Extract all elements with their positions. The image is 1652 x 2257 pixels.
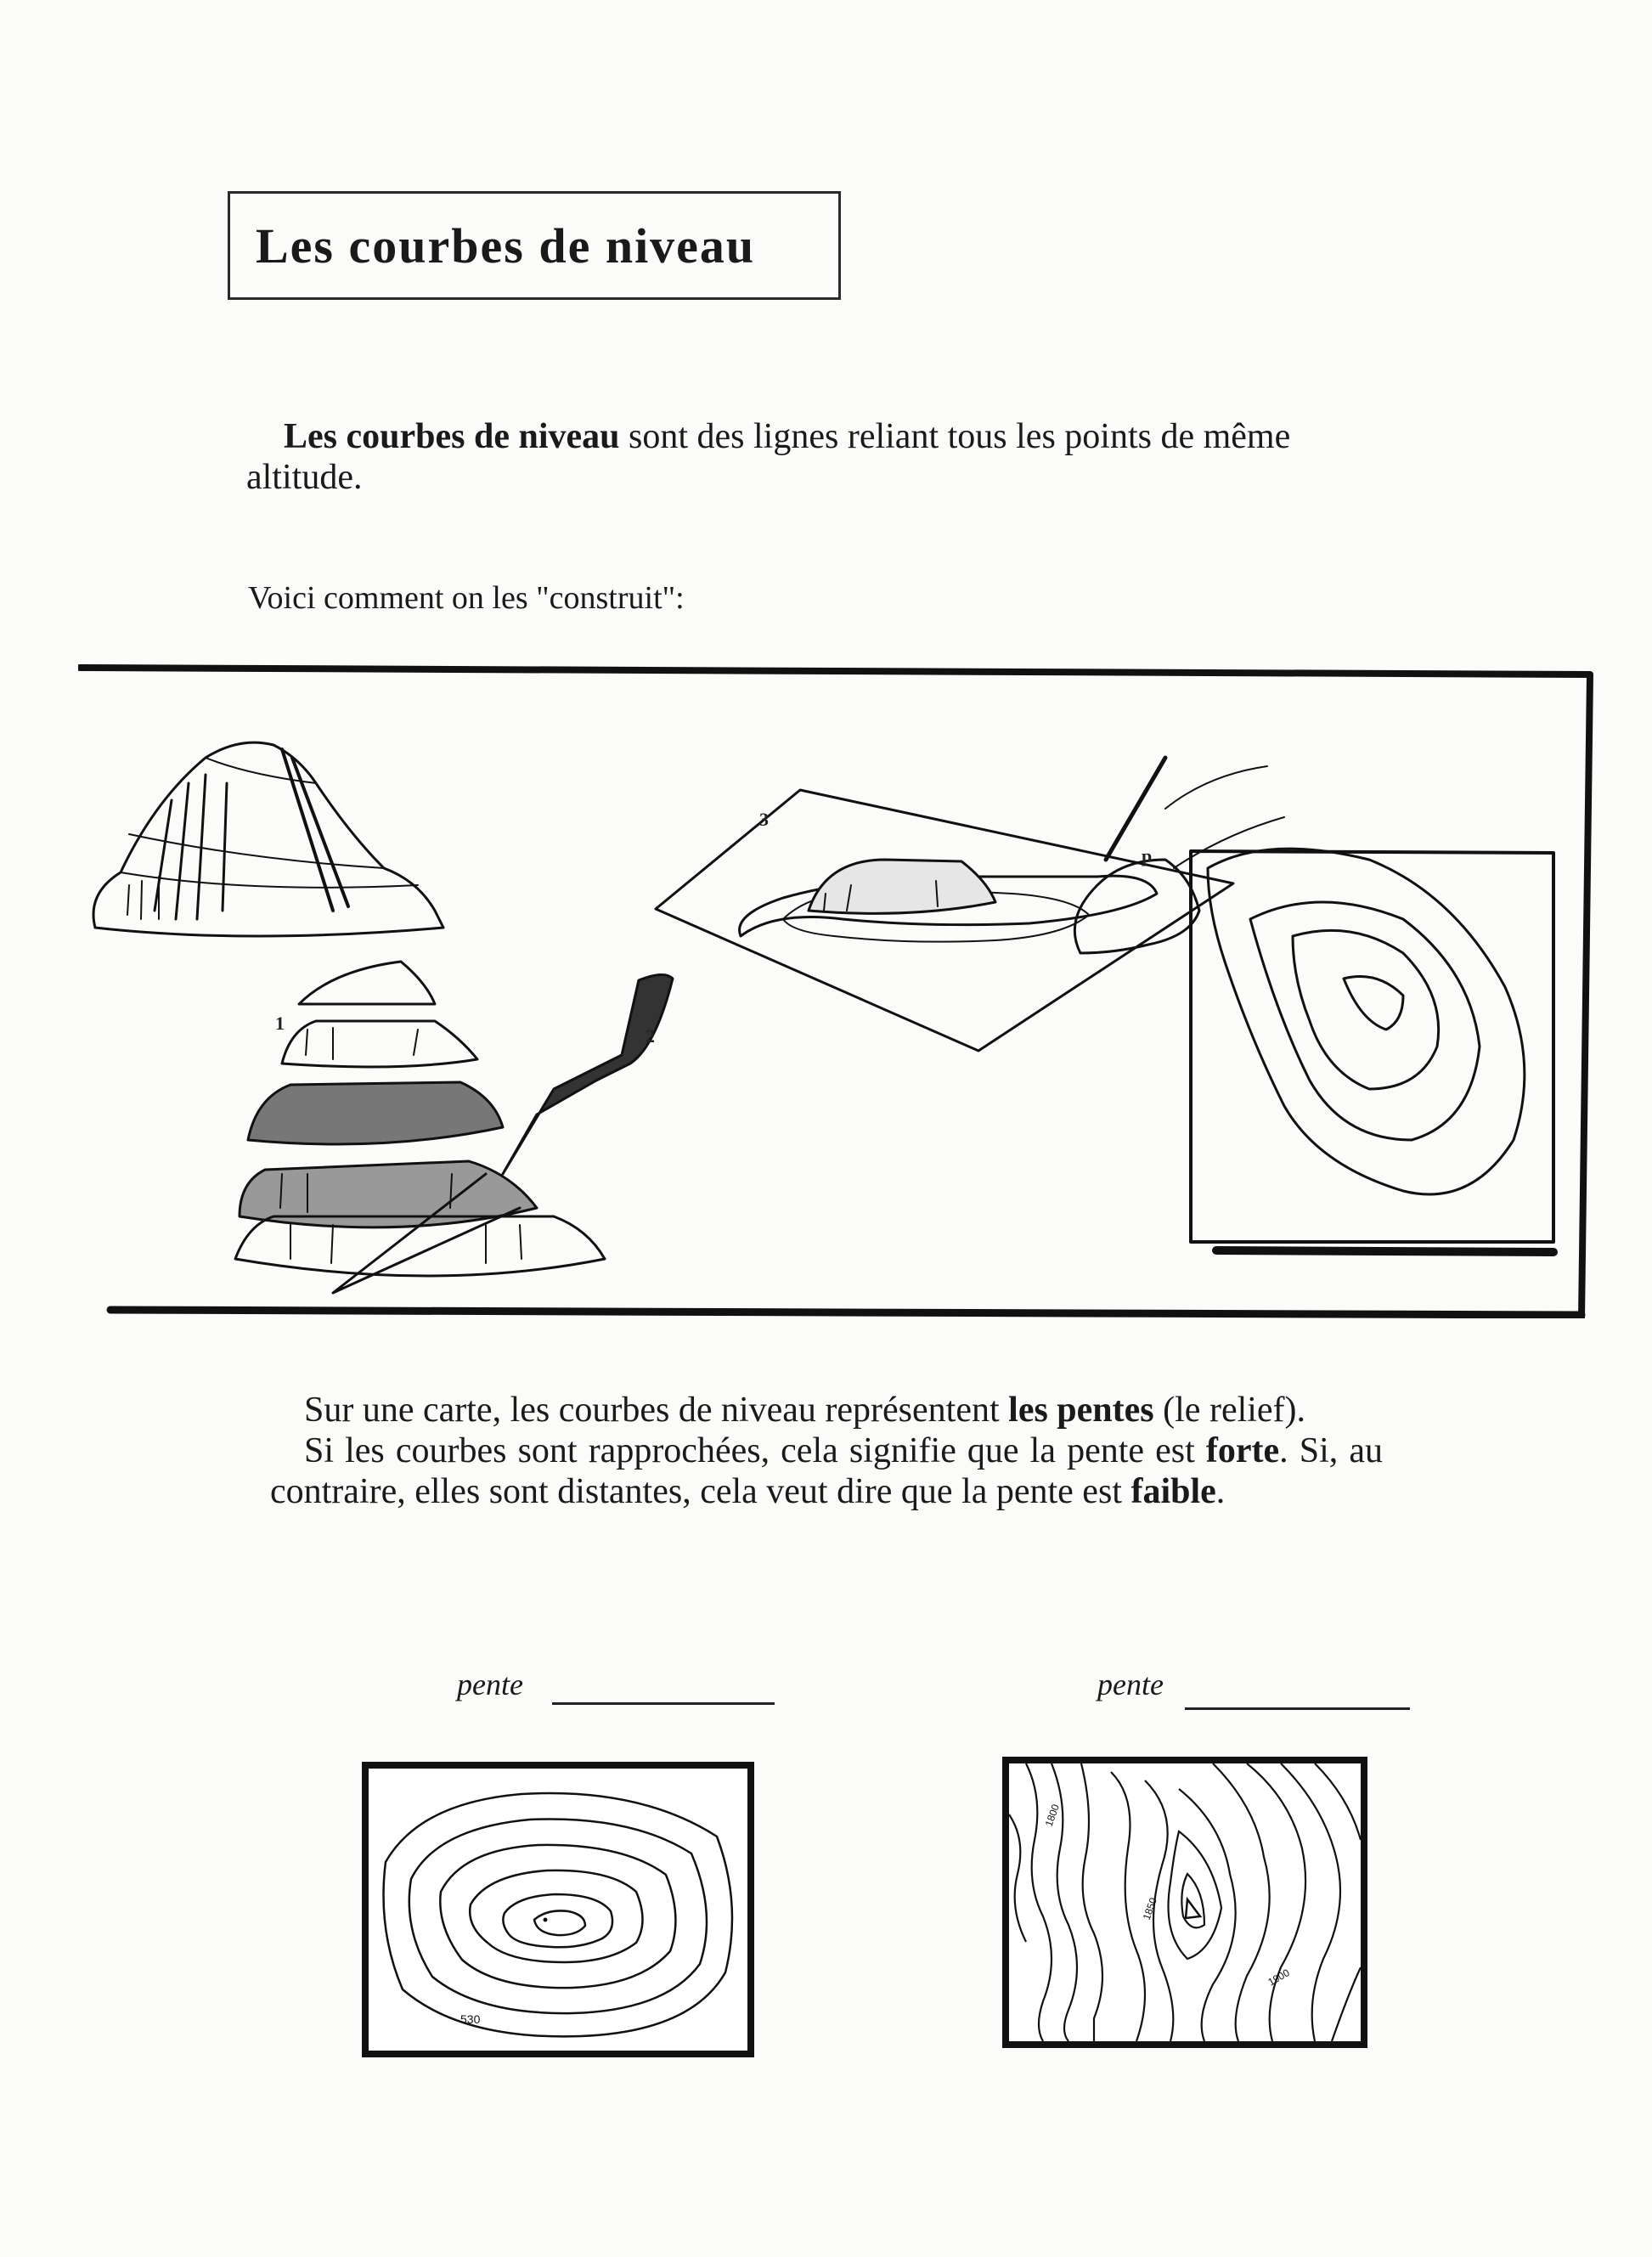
right-map-altitude-1: 1800: [1042, 1803, 1062, 1829]
explanation-text: [270, 1390, 1383, 1512]
gentle-slope-map: [362, 1762, 754, 2057]
paragraph-relief: Sur une carte, les courbes de niveau représentent les pentes (le relief).: [304, 1391, 1306, 1430]
title-box: [228, 191, 841, 300]
right-map-altitude-2: 1850: [1140, 1896, 1159, 1922]
definition-text: sont des lignes reliant tous les points de même altitude.: [246, 417, 1291, 497]
right-pente-label: pente: [1097, 1667, 1164, 1701]
figure-label-2: 2: [646, 1025, 655, 1047]
figure-label-1: 1: [275, 1013, 285, 1034]
howto-caption: Voici comment on les "construit":: [248, 580, 685, 616]
left-pente-label: pente: [457, 1667, 523, 1701]
right-map-altitude-3: 1900: [1266, 1966, 1292, 1989]
mountain-1: [93, 742, 443, 936]
mountain-2: [235, 962, 673, 1293]
left-map-altitude: 530: [460, 2012, 481, 2026]
figure-label-3: 3: [759, 809, 769, 830]
construction-illustration: [78, 664, 1595, 1318]
definition-term: Les courbes de niveau: [284, 417, 620, 456]
definition-paragraph: [246, 416, 1401, 498]
paragraph-slope: Si les courbes sont rapprochées, cela signifie que la pente est forte. Si, au contraire, elles sont distantes, cela veut dire que la pente est faible.: [270, 1431, 1383, 1511]
right-answer-blank[interactable]: [1185, 1707, 1410, 1710]
contour-map-sheet: [1191, 849, 1553, 1252]
steep-slope-map: [1002, 1757, 1367, 2048]
page-title: Les courbes de niveau: [256, 217, 756, 274]
left-answer-blank[interactable]: [552, 1702, 775, 1705]
figure-label-p: p: [1142, 845, 1153, 866]
